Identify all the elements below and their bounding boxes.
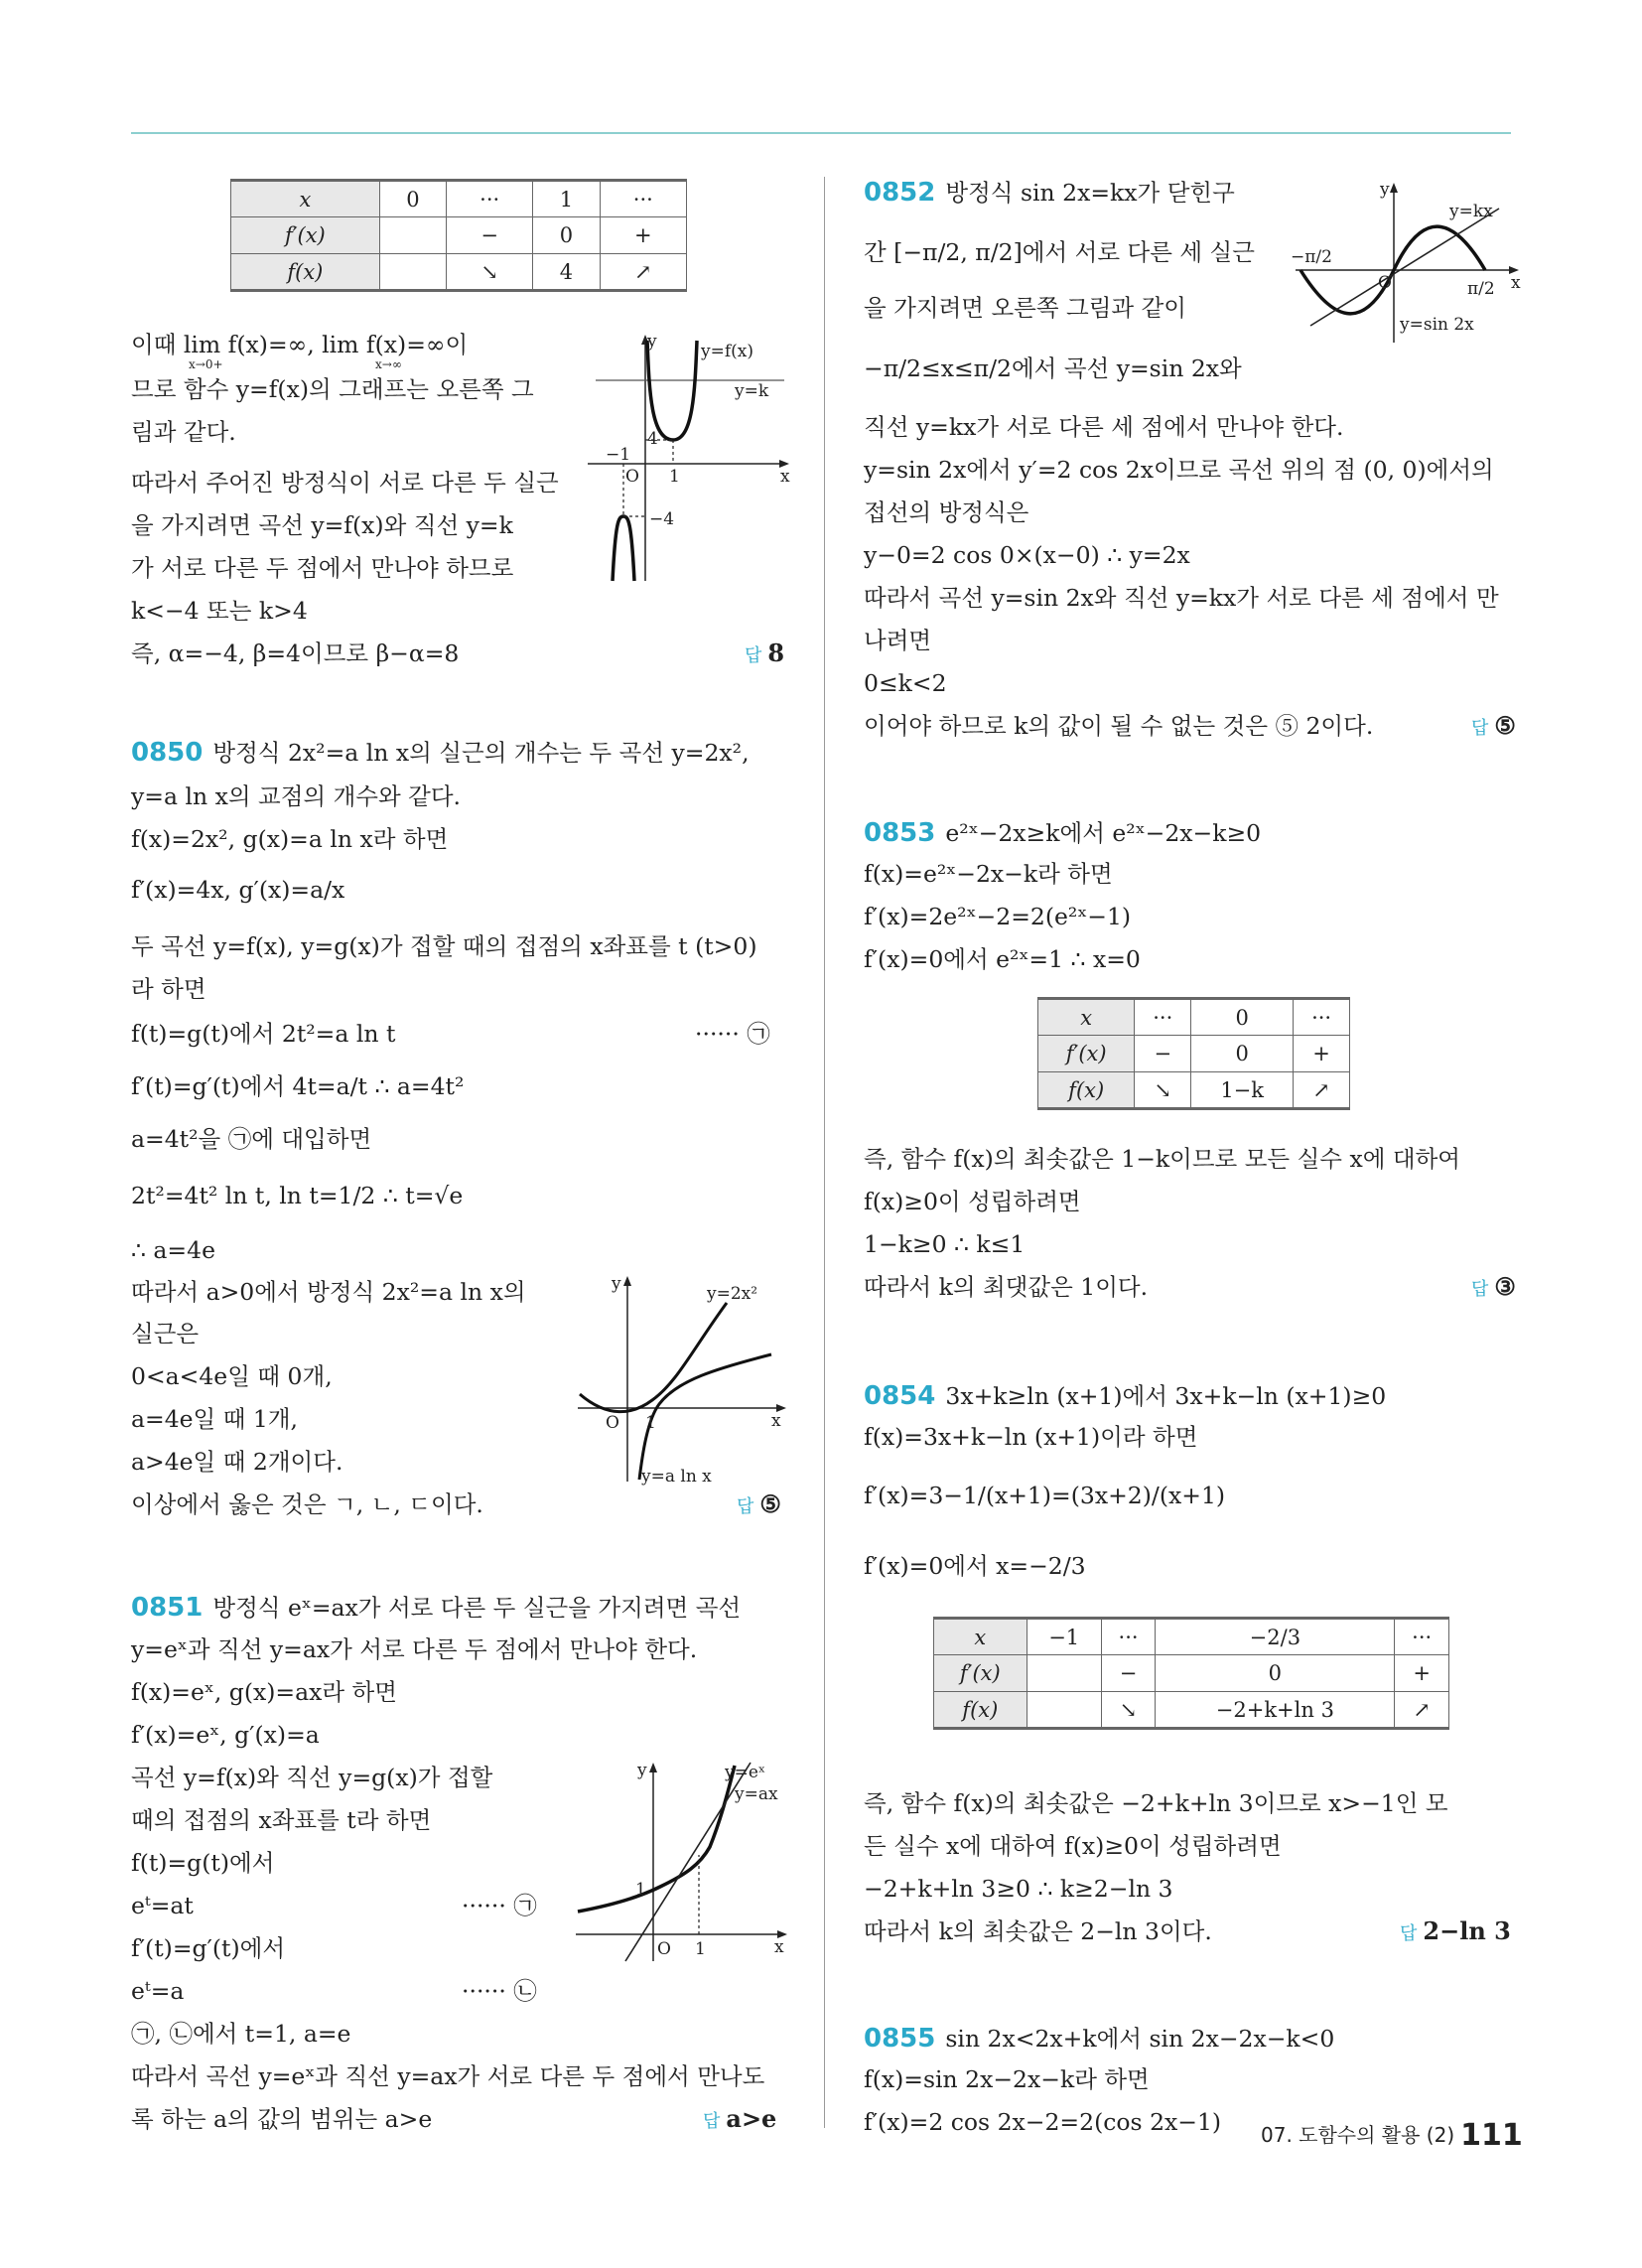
text-line: 곡선 y=f(x)와 직선 y=g(x)가 접할	[131, 1764, 493, 1791]
text-line: 실근은	[131, 1320, 200, 1347]
answer-0849: 답 8	[745, 638, 785, 667]
table-row	[231, 181, 687, 217]
text-line: ㉠, ㉡에서 t=1, a=e	[131, 2020, 351, 2048]
text-line: 나려면	[864, 627, 932, 654]
axis-label-x: x	[1511, 273, 1521, 293]
tick-label: −1	[606, 445, 631, 465]
table-cell: ↗	[1395, 1692, 1449, 1729]
answer-0853: 답 ③	[1471, 1272, 1516, 1301]
text-line: f′(x)=eˣ, g′(x)=a	[131, 1721, 320, 1749]
page-footer	[1261, 2118, 1523, 2153]
table-cell: +	[1395, 1655, 1449, 1692]
table-row	[934, 1619, 1449, 1655]
line-label: y=kx	[1449, 202, 1493, 221]
page-number: 111	[1460, 2118, 1523, 2153]
table-cell: ···	[447, 181, 533, 217]
table-0849	[230, 179, 687, 292]
problem-0851-line: 0851 방정식 eˣ=ax가 서로 다른 두 실근을 가지려면 곡선	[131, 1593, 742, 1623]
text-line: eᵗ=a	[131, 1977, 185, 2005]
text-line: f(x)≥0이 성립하려면	[864, 1188, 1081, 1215]
tick-label: −4	[649, 509, 675, 529]
row-header: f′(x)	[934, 1655, 1027, 1692]
axis-label-y: y	[1380, 180, 1390, 200]
text-line: 따라서 곡선 y=sin 2x와 직선 y=kx가 서로 다른 세 점에서 만	[864, 584, 1499, 612]
text-line: 므로 함수 y=f(x)의 그래프는 오른쪽 그	[131, 375, 534, 403]
table-cell: −	[1135, 1036, 1191, 1072]
chapter-title: 07. 도함수의 활용 (2)	[1261, 2123, 1455, 2147]
table-cell: 0	[379, 181, 446, 217]
text-line: 2t²=4t² ln t, ln t=1/2 ∴ t=√e	[131, 1182, 464, 1209]
tick-label: 1	[645, 1413, 656, 1433]
text-line: a=4e일 때 1개,	[131, 1405, 299, 1433]
table-cell: −1	[1026, 1619, 1101, 1655]
text-line: 록 하는 a의 값의 범위는 a>e	[131, 2105, 433, 2133]
text-line: f(x)=3x+k−ln (x+1)이라 하면	[864, 1423, 1198, 1451]
problem-number: 0854	[864, 1381, 936, 1411]
table-cell: ↗	[600, 254, 686, 291]
graph-0851	[566, 1758, 794, 1966]
table-cell: ···	[1395, 1619, 1449, 1655]
text-line: y=eˣ과 직선 y=ax가 서로 다른 두 점에서 만나야 한다.	[131, 1635, 698, 1663]
row-header: f′(x)	[1038, 1036, 1135, 1072]
row-header: f(x)	[1038, 1072, 1135, 1109]
text-line: a=4t²을 ㉠에 대입하면	[131, 1125, 372, 1153]
origin-label: O	[657, 1939, 671, 1959]
curve-label: y=2x²	[707, 1284, 758, 1304]
limit-subscript: x→0+	[189, 357, 223, 371]
table-cell	[1026, 1692, 1101, 1729]
text-line: 따라서 a>0에서 방정식 2x²=a ln x의	[131, 1278, 526, 1306]
column-divider	[824, 177, 825, 2128]
table-cell: ···	[1294, 999, 1350, 1036]
text-line: 을 가지려면 오른쪽 그림과 같이	[864, 294, 1186, 322]
table-cell: 1	[533, 181, 600, 217]
problem-number: 0851	[131, 1593, 204, 1623]
table-cell: 0	[1191, 999, 1294, 1036]
text-line: 0≤k<2	[864, 669, 947, 697]
table-cell: −2+k+ln 3	[1156, 1692, 1395, 1729]
marker: ······ ㉠	[695, 1020, 770, 1048]
text-line: f′(x)=2e²ˣ−2=2(e²ˣ−1)	[864, 903, 1132, 930]
text-line: 림과 같다.	[131, 418, 236, 446]
text-line: 이어야 하므로 k의 값이 될 수 없는 것은 ⑤ 2이다.	[864, 712, 1374, 740]
text-line: 따라서 k의 최댓값은 1이다.	[864, 1273, 1149, 1301]
text-line: 즉, 함수 f(x)의 최솟값은 −2+k+ln 3이므로 x>−1인 모	[864, 1789, 1448, 1817]
text-line: 직선 y=kx가 서로 다른 세 점에서 만나야 한다.	[864, 413, 1344, 441]
table-cell: ↗	[1294, 1072, 1350, 1109]
text-line: f′(x)=0에서 x=−2/3	[864, 1552, 1086, 1580]
text-line: 이때 lim f(x)=∞, lim f(x)=∞이	[131, 331, 469, 358]
problem-0855-line: 0855 sin 2x<2x+k에서 sin 2x−2x−k<0	[864, 2024, 1335, 2054]
axis-label-y: y	[637, 1761, 647, 1780]
text-line: −2+k+ln 3≥0 ∴ k≥2−ln 3	[864, 1875, 1173, 1903]
table-cell	[379, 217, 446, 254]
table-row	[231, 217, 687, 254]
table-cell: ···	[600, 181, 686, 217]
table-cell: +	[1294, 1036, 1350, 1072]
problem-0853-line: 0853 e²ˣ−2x≥k에서 e²ˣ−2x−k≥0	[864, 818, 1262, 848]
top-rule	[131, 132, 1511, 134]
table-cell: ↘	[1135, 1072, 1191, 1109]
line-label: y=k	[735, 381, 769, 401]
axis-label-y: y	[612, 1274, 621, 1294]
text-line: f(x)=2x², g(x)=a ln x라 하면	[131, 825, 449, 853]
text-line: eᵗ=at	[131, 1892, 194, 1919]
text-line: 라 하면	[131, 975, 206, 1003]
text-line: 0<a<4e일 때 0개,	[131, 1362, 333, 1390]
text-line: 따라서 k의 최솟값은 2−ln 3이다.	[864, 1917, 1212, 1945]
curve-label: y=sin 2x	[1400, 315, 1474, 335]
tick-label: 1	[635, 1880, 646, 1900]
text-line: y=sin 2x에서 y′=2 cos 2x이므로 곡선 위의 점 (0, 0)에서의	[864, 456, 1494, 484]
row-header: f(x)	[934, 1692, 1027, 1729]
text-line: 든 실수 x에 대하여 f(x)≥0이 성립하려면	[864, 1832, 1282, 1860]
text-line: a>4e일 때 2개이다.	[131, 1448, 343, 1476]
table-cell: ···	[1135, 999, 1191, 1036]
problem-0850-line: 0850 방정식 2x²=a ln x의 실근의 개수는 두 곡선 y=2x²,	[131, 738, 750, 768]
table-0854	[933, 1617, 1449, 1730]
table-cell: ↘	[447, 254, 533, 291]
answer-0852: 답 ⑤	[1471, 711, 1516, 740]
table-cell	[379, 254, 446, 291]
problem-number: 0853	[864, 818, 936, 848]
graph-0849	[586, 333, 794, 586]
text-line: f′(x)=3−1/(x+1)=(3x+2)/(x+1)	[864, 1482, 1226, 1509]
limit-subscript: x→∞	[375, 357, 402, 371]
tick-label: 1	[695, 1939, 706, 1959]
table-cell: 4	[533, 254, 600, 291]
graph-0850	[568, 1271, 796, 1489]
row-header: f′(x)	[231, 217, 380, 254]
marker: ······ ㉠	[462, 1892, 537, 1919]
table-cell: 1−k	[1191, 1072, 1294, 1109]
text-line: f′(t)=g′(t)에서 4t=a/t ∴ a=4t²	[131, 1072, 465, 1100]
text-line: 때의 접점의 x좌표를 t라 하면	[131, 1806, 432, 1834]
tick-label: 1	[669, 467, 680, 487]
text-line: 접선의 방정식은	[864, 498, 1029, 526]
curve-label: y=a ln x	[641, 1467, 712, 1487]
problem-number: 0855	[864, 2024, 936, 2054]
text-line: f′(x)=2 cos 2x−2=2(cos 2x−1)	[864, 2108, 1222, 2136]
table-cell: 0	[1191, 1036, 1294, 1072]
problem-number: 0852	[864, 178, 936, 208]
table-cell: ···	[1101, 1619, 1156, 1655]
text-line: 두 곡선 y=f(x), y=g(x)가 접할 때의 접점의 x좌표를 t (t>0)	[131, 932, 757, 960]
axis-label-y: y	[647, 332, 657, 352]
text-line: 가 서로 다른 두 점에서 만나야 하므로	[131, 554, 514, 582]
table-row	[231, 254, 687, 291]
table-cell: −	[447, 217, 533, 254]
origin-label: O	[606, 1413, 619, 1433]
tick-label: −π/2	[1291, 247, 1332, 267]
text-line: f(x)=sin 2x−2x−k라 하면	[864, 2065, 1150, 2093]
text-line: f(x)=eˣ, g(x)=ax라 하면	[131, 1678, 397, 1706]
curve-label: y=eˣ	[725, 1763, 766, 1782]
answer-0850: 답 ⑤	[737, 1489, 781, 1518]
text-line: f(t)=g(t)에서 2t²=a ln t	[131, 1020, 396, 1048]
text-line: 즉, 함수 f(x)의 최솟값은 1−k이므로 모든 실수 x에 대하여	[864, 1145, 1460, 1173]
text-line: y=a ln x의 교점의 개수와 같다.	[131, 782, 462, 810]
text-line: f′(t)=g′(t)에서	[131, 1934, 286, 1962]
text-line: 을 가지려면 곡선 y=f(x)와 직선 y=k	[131, 511, 513, 539]
table-cell: 0	[533, 217, 600, 254]
problem-0854-line: 0854 3x+k≥ln (x+1)에서 3x+k−ln (x+1)≥0	[864, 1381, 1387, 1411]
answer-0854: 답 2−ln 3	[1400, 1916, 1511, 1945]
text-line: f(t)=g(t)에서	[131, 1849, 275, 1877]
text-line: 따라서 주어진 방정식이 서로 다른 두 실근	[131, 469, 559, 496]
text-line: −π/2≤x≤π/2에서 곡선 y=sin 2x와	[864, 354, 1242, 382]
text-line: f′(x)=0에서 e²ˣ=1 ∴ x=0	[864, 945, 1141, 973]
marker: ······ ㉡	[462, 1977, 537, 2005]
table-row	[1038, 1036, 1350, 1072]
origin-label: O	[1378, 273, 1392, 293]
text-line: f′(x)=4x, g′(x)=a/x	[131, 876, 345, 904]
row-header: x	[1038, 999, 1135, 1036]
origin-label: O	[625, 467, 639, 487]
tick-label: π/2	[1467, 279, 1495, 299]
row-header: x	[231, 181, 380, 217]
text-line: 간 [−π/2, π/2]에서 서로 다른 세 실근	[864, 238, 1255, 266]
curve-label: y=f(x)	[701, 342, 753, 361]
table-cell: −	[1101, 1655, 1156, 1692]
text-line: 이상에서 옳은 것은 ㄱ, ㄴ, ㄷ이다.	[131, 1490, 483, 1518]
text-line: f(x)=e²ˣ−2x−k라 하면	[864, 860, 1113, 888]
answer-0851: 답 a>e	[703, 2104, 777, 2133]
table-row	[1038, 1072, 1350, 1109]
row-header: x	[934, 1619, 1027, 1655]
problem-number: 0850	[131, 738, 204, 768]
text-line: 즉, α=−4, β=4이므로 β−α=8	[131, 639, 460, 667]
table-row	[934, 1655, 1449, 1692]
table-cell: −2/3	[1156, 1619, 1395, 1655]
axis-label-x: x	[780, 467, 790, 487]
text-line: k<−4 또는 k>4	[131, 597, 308, 625]
problem-0852-line: 0852 방정식 sin 2x=kx가 닫힌구	[864, 178, 1235, 208]
table-cell: +	[600, 217, 686, 254]
table-row	[934, 1692, 1449, 1729]
text-line: 1−k≥0 ∴ k≤1	[864, 1230, 1026, 1258]
text-line: 따라서 곡선 y=eˣ과 직선 y=ax가 서로 다른 두 점에서 만나도	[131, 2062, 765, 2090]
table-cell	[1026, 1655, 1101, 1692]
table-cell: ↘	[1101, 1692, 1156, 1729]
tick-label: 4	[647, 429, 658, 449]
axis-label-x: x	[774, 1937, 784, 1957]
text-line: ∴ a=4e	[131, 1236, 215, 1264]
row-header: f(x)	[231, 254, 380, 291]
line-label: y=ax	[735, 1784, 778, 1804]
text-line: y−0=2 cos 0×(x−0) ∴ y=2x	[864, 541, 1190, 569]
table-row	[1038, 999, 1350, 1036]
table-cell: 0	[1156, 1655, 1395, 1692]
axis-label-x: x	[771, 1411, 781, 1431]
table-0853	[1037, 997, 1350, 1110]
graph-0852	[1291, 179, 1529, 348]
